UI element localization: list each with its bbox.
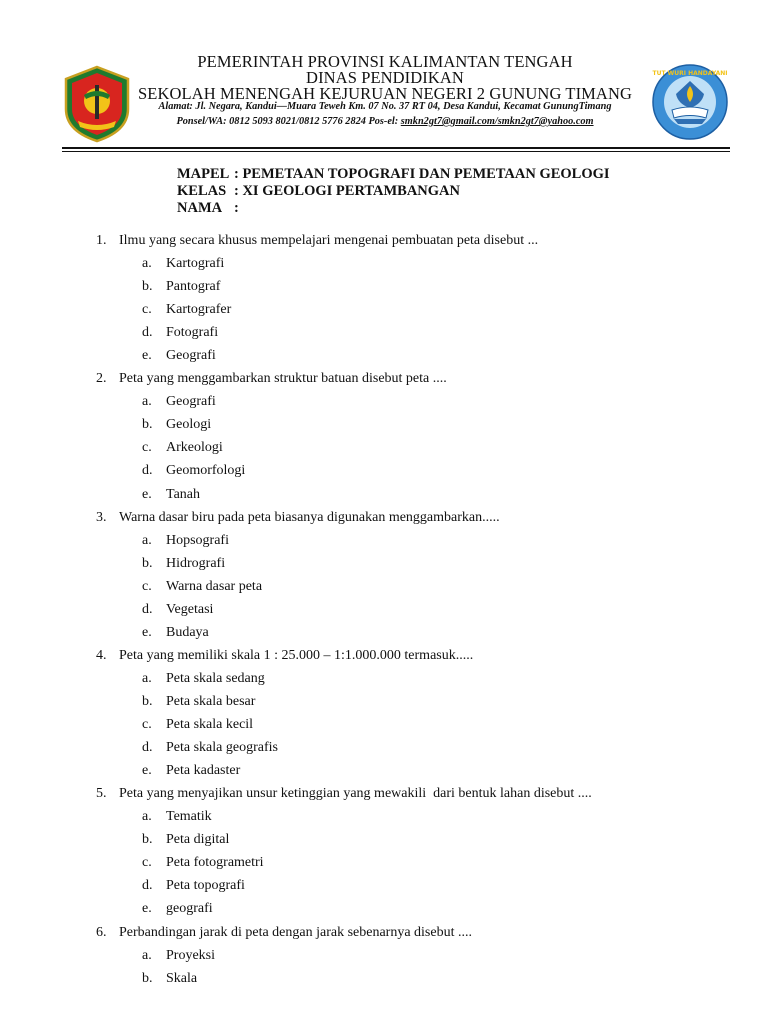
question-number: 5.	[96, 786, 107, 801]
option-letter: c.	[142, 579, 152, 594]
option-letter: e.	[142, 901, 152, 916]
option-text: Peta skala sedang	[166, 671, 265, 686]
letterhead-phone: Ponsel/WA: 0812 5093 8021/0812 5776 2824 Pos-el:	[176, 116, 401, 127]
option-letter: e.	[142, 625, 152, 640]
option-letter: b.	[142, 832, 153, 847]
tut-wuri-handayani-logo	[652, 64, 728, 140]
question-text: Ilmu yang secara khusus mempelajari mengenai pembuatan peta disebut ...	[119, 233, 539, 248]
option-text: Hidrografi	[166, 556, 226, 571]
question-number: 6.	[96, 925, 107, 940]
question-text: Peta yang memiliki skala 1 : 25.000 – 1:1.000.000 termasuk.....	[119, 648, 474, 663]
letterhead-address: Alamat: Jl. Negara, Kandui—Muara Teweh Km. 07 No. 37 RT 04, Desa Kandui, Kecamat GunungTimang	[158, 101, 612, 112]
letterhead-email-link[interactable]: smkn2gt7@gmail.com/smkn2gt7@yahoo.com	[400, 116, 594, 127]
option-text: geografi	[166, 901, 213, 916]
option-letter: b.	[142, 971, 153, 986]
info-kelas-label: KELAS	[177, 183, 227, 199]
option-letter: a.	[142, 809, 152, 824]
option-text: Kartografi	[166, 256, 225, 271]
question-text: Peta yang menggambarkan struktur batuan disebut peta ....	[119, 371, 447, 386]
option-letter: e.	[142, 763, 152, 778]
letterhead-department: DINAS PENDIDIKAN	[306, 68, 464, 87]
letterhead-school-name: SEKOLAH MENENGAH KEJURUAN NEGERI 2 GUNUNG TIMANG	[138, 84, 632, 103]
option-text: Vegetasi	[166, 602, 214, 617]
option-letter: e.	[142, 348, 152, 363]
option-letter: a.	[142, 394, 152, 409]
option-letter: d.	[142, 740, 153, 755]
letterhead-divider-thin	[62, 151, 730, 152]
option-text: Geografi	[166, 394, 216, 409]
option-text: Proyeksi	[166, 948, 215, 963]
info-kelas	[177, 183, 460, 199]
info-nama-value: :	[234, 200, 239, 216]
info-nama-label: NAMA	[177, 200, 223, 216]
question-text: Perbandingan jarak di peta dengan jarak sebenarnya disebut ....	[119, 925, 472, 940]
letterhead-contact	[120, 116, 650, 128]
option-letter: d.	[142, 602, 153, 617]
info-mapel-label: MAPEL	[177, 166, 230, 182]
option-text: Kartografer	[166, 302, 232, 317]
info-kelas-value: : XI GEOLOGI PERTAMBANGAN	[234, 183, 460, 199]
question-number: 3.	[96, 510, 107, 525]
letterhead-divider-thick	[62, 147, 730, 149]
question-text: Peta yang menyajikan unsur ketinggian yang mewakili dari bentuk lahan disebut ....	[119, 786, 592, 801]
option-text: Geografi	[166, 348, 216, 363]
option-letter: b.	[142, 556, 153, 571]
option-text: Arkeologi	[166, 440, 223, 455]
option-text: Hopsografi	[166, 533, 229, 548]
option-text: Peta kadaster	[166, 763, 241, 778]
question-text: Warna dasar biru pada peta biasanya digunakan menggambarkan.....	[119, 510, 500, 525]
question-number: 2.	[96, 371, 107, 386]
option-letter: b.	[142, 694, 153, 709]
option-text: Pantograf	[166, 279, 221, 294]
option-text: Fotografi	[166, 325, 219, 340]
option-letter: a.	[142, 948, 152, 963]
info-mapel	[177, 166, 610, 182]
option-text: Peta skala besar	[166, 694, 256, 709]
option-letter: c.	[142, 855, 152, 870]
option-text: Tanah	[166, 487, 201, 502]
option-letter: d.	[142, 325, 153, 340]
option-letter: e.	[142, 487, 152, 502]
option-text: Peta skala geografis	[166, 740, 278, 755]
option-text: Tematik	[166, 809, 212, 824]
option-text: Geologi	[166, 417, 212, 432]
option-letter: a.	[142, 256, 152, 271]
question-number: 4.	[96, 648, 107, 663]
option-letter: d.	[142, 878, 153, 893]
option-letter: c.	[142, 302, 152, 317]
info-mapel-value: : PEMETAAN TOPOGRAFI DAN PEMETAAN GEOLOGI	[234, 166, 610, 182]
info-nama	[177, 200, 239, 216]
option-text: Peta digital	[166, 832, 230, 847]
option-text: Warna dasar peta	[166, 579, 263, 594]
option-letter: b.	[142, 279, 153, 294]
option-text: Peta skala kecil	[166, 717, 254, 732]
svg-text:TUT WURI HANDAYANI: TUT WURI HANDAYANI	[652, 70, 728, 77]
question-number: 1.	[96, 233, 107, 248]
option-text: Geomorfologi	[166, 463, 246, 478]
option-letter: a.	[142, 671, 152, 686]
option-letter: d.	[142, 463, 153, 478]
option-text: Peta fotogrametri	[166, 855, 264, 870]
option-text: Skala	[166, 971, 198, 986]
option-letter: b.	[142, 417, 153, 432]
option-text: Peta topografi	[166, 878, 245, 893]
option-letter: a.	[142, 533, 152, 548]
option-letter: c.	[142, 717, 152, 732]
option-text: Budaya	[166, 625, 209, 640]
option-letter: c.	[142, 440, 152, 455]
letterhead-government: PEMERINTAH PROVINSI KALIMANTAN TENGAH	[197, 52, 573, 71]
